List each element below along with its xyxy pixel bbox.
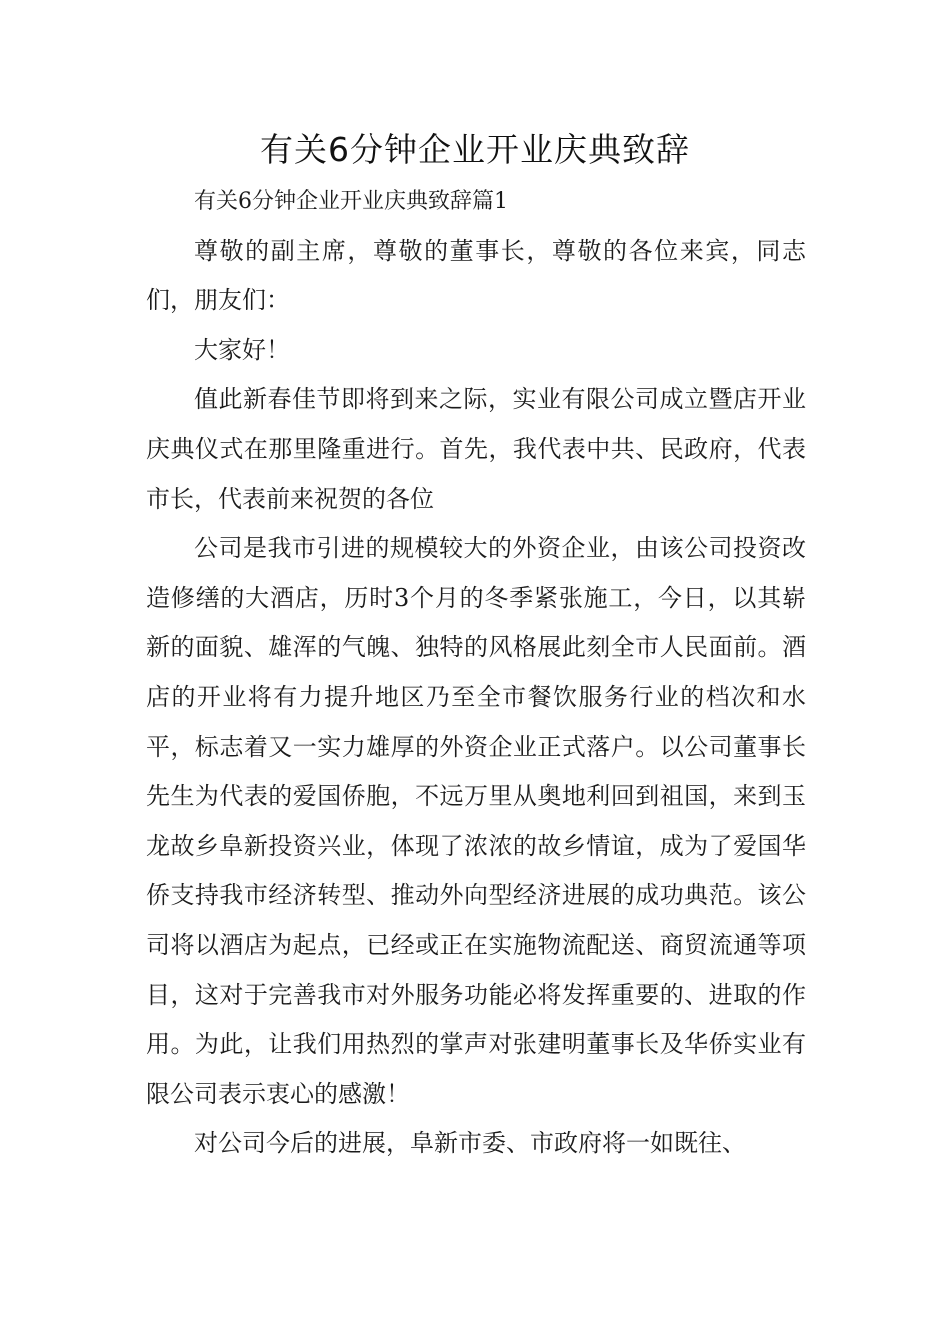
document-body <box>146 177 806 1169</box>
company-paragraph: 公司是我市引进的规模较大的外资企业，由该公司投资改造修缮的大酒店，历时3个月的冬季紧张施工，今日，以其崭新的面貌、雄浑的气魄、独特的风格展此刻全市人民面前。酒店的开业将有力提升地区乃至全市餐饮服务行业的档次和水平，标志着又一实力雄厚的外资企业正式落户。以公司董事长先生为代表的爱国侨胞，不远万里从奥地利回到祖国，来到玉龙故乡阜新投资兴业，体现了浓浓的故乡情谊，成为了爱国华侨支持我市经济转型、推动外向型经济进展的成功典范。该公司将以酒店为起点，已经或正在实施物流配送、商贸流通等项目，这对于完善我市对外服务功能必将发挥重要的、进取的作用。为此，让我们用热烈的掌声对张建明董事长及华侨实业有限公司表示衷心的感激！ <box>146 534 806 1108</box>
salutation-paragraph: 尊敬的副主席，尊敬的董事长，尊敬的各位来宾，同志们，朋友们： <box>146 236 806 315</box>
opening-paragraph: 值此新春佳节即将到来之际，实业有限公司成立暨店开业庆典仪式在那里隆重进行。首先，我代表中共、民政府，代表市长，代表前来祝贺的各位 <box>146 385 806 513</box>
document-title: 有关6分钟企业开业庆典致辞 <box>260 130 690 169</box>
greeting-paragraph: 大家好！ <box>194 335 290 364</box>
closing-paragraph: 对公司今后的进展，阜新市委、市政府将一如既往、 <box>194 1129 746 1158</box>
section-heading: 有关6分钟企业开业庆典致辞篇1 <box>194 189 508 214</box>
